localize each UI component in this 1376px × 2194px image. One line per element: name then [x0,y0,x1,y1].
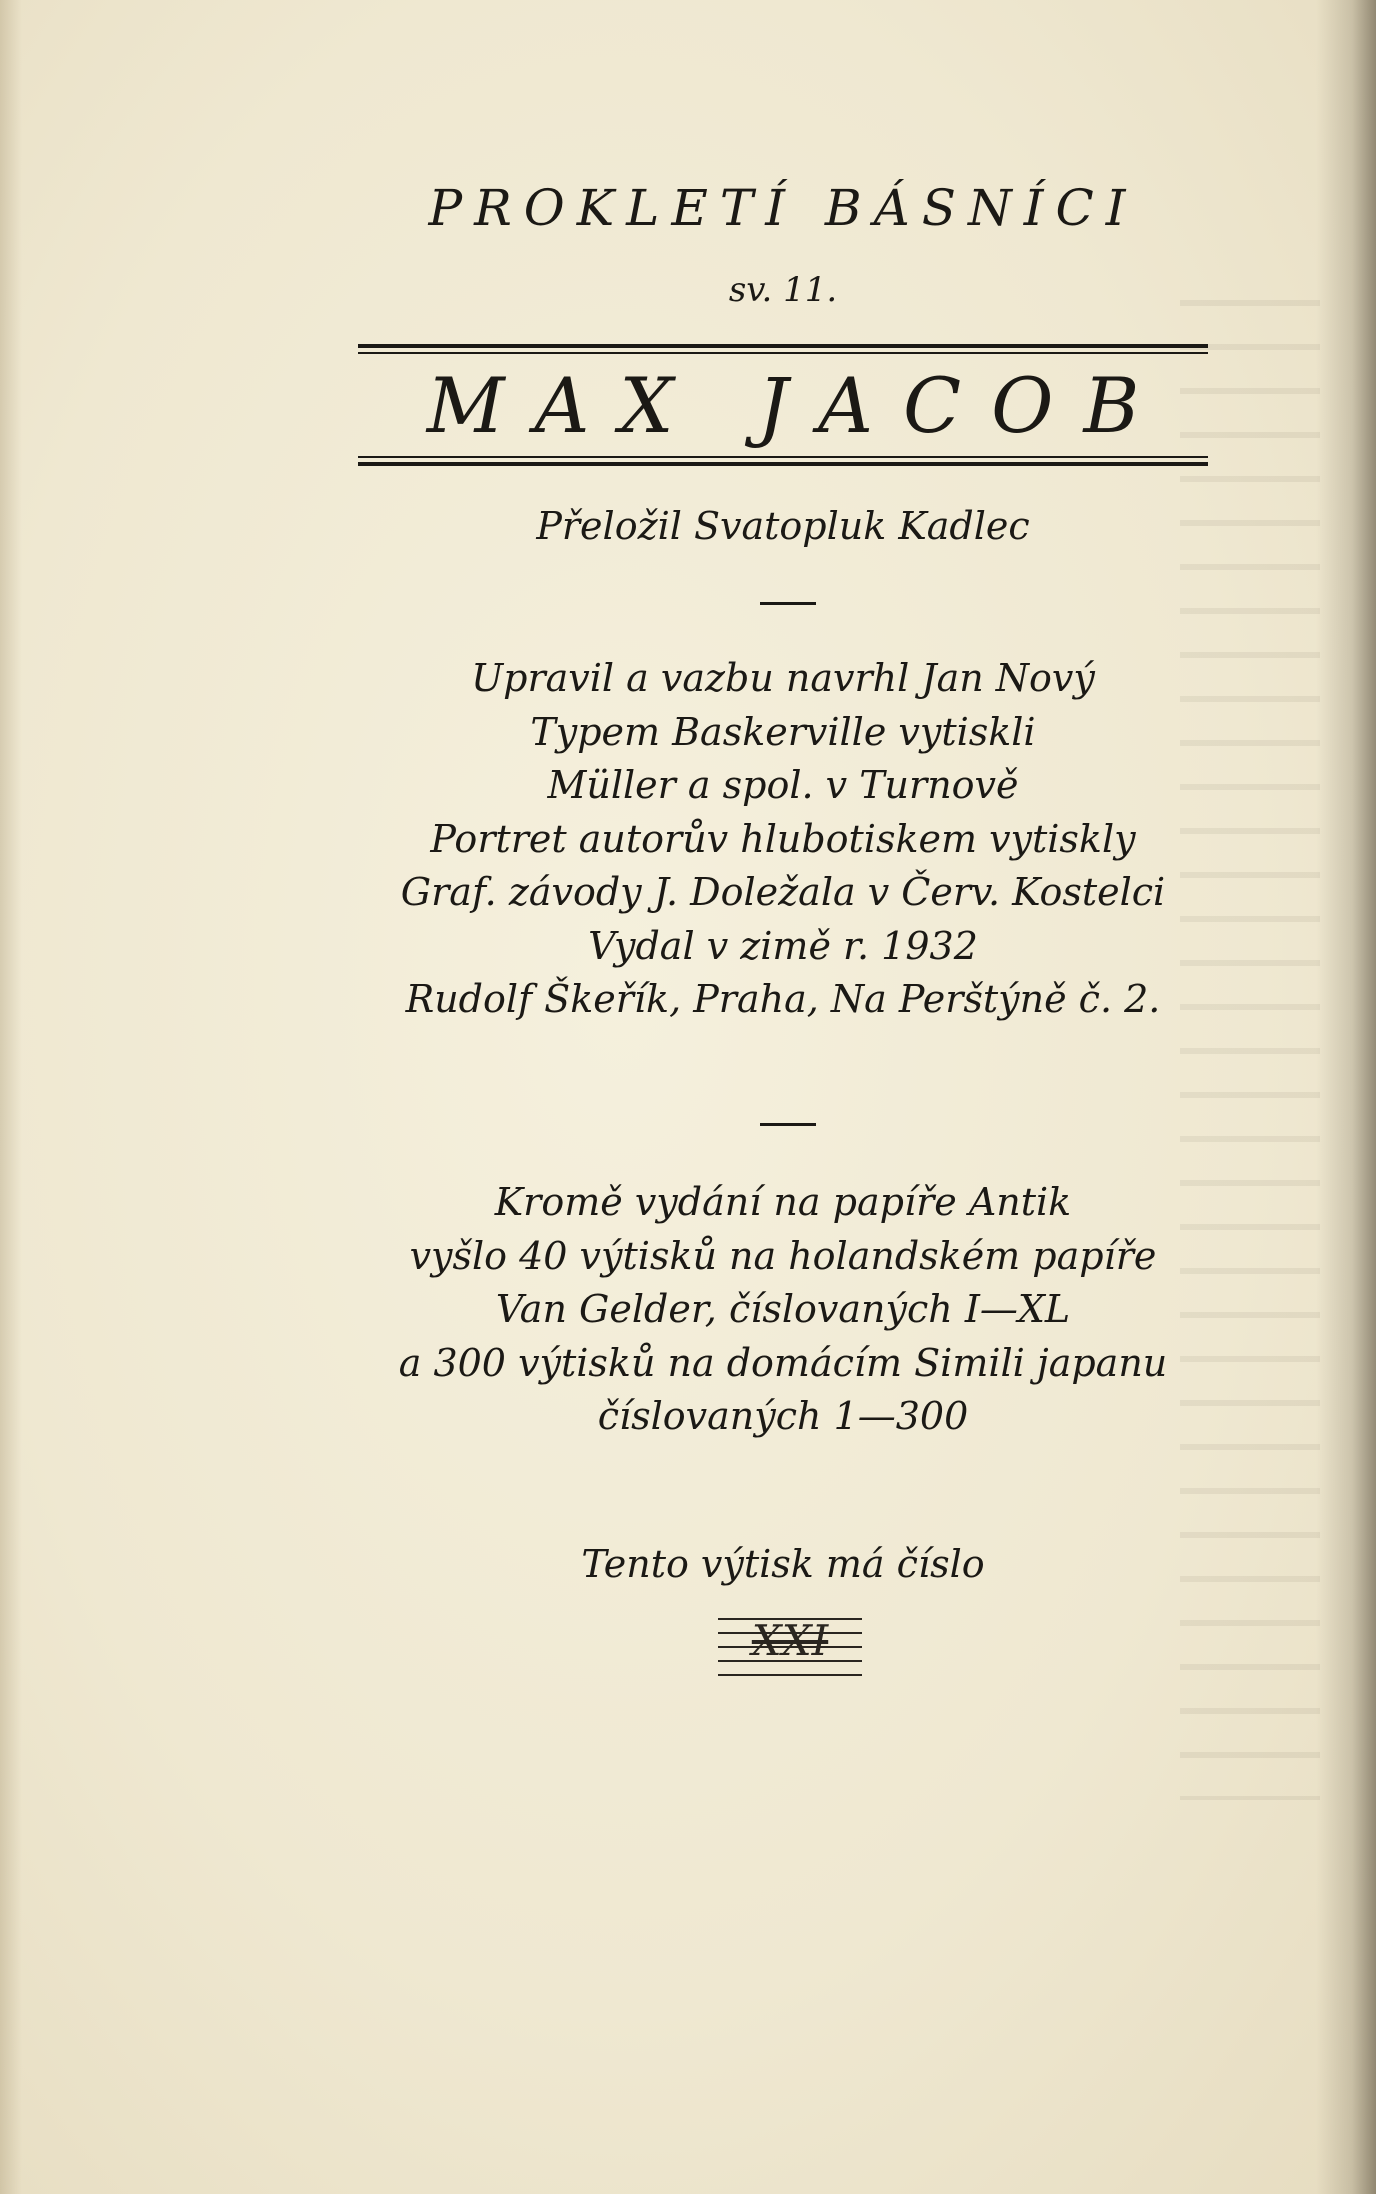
translator-credit: Přeložil Svatopluk Kadlec [536,504,1030,548]
copy-number-label: Tento výtisk má číslo [581,1542,985,1586]
edition-line: číslovaných 1—300 [597,1394,969,1438]
double-rule-bottom [358,456,1208,466]
separator-dash [760,1123,816,1126]
page-edge-shading [0,0,22,2194]
series-volume: sv. 11. [728,270,838,310]
edition-line: vyšlo 40 výtisků na holandském papíře [409,1233,1157,1278]
colophon-line: Graf. závody J. Doležala v Červ. Kostelci [400,870,1166,914]
colophon-line: Vydal v zimě r. 1932 [588,923,978,968]
edition-line: Van Gelder, číslovaných I—XL [495,1287,1071,1331]
author-name: MAX JACOB [426,361,1170,450]
colophon-line: Müller a spol. v Turnově [547,763,1019,807]
colophon [358,652,1208,1027]
edition-note [358,1176,1208,1444]
colophon-line: Portret autorův hlubotiskem vytiskly [430,816,1136,861]
double-rule-top [358,344,1208,354]
colophon-line: Rudolf Škeřík, Praha, Na Perštýně č. 2. [405,977,1161,1021]
colophon-line: Typem Baskerville vytiskli [530,709,1036,754]
spine-shadow [1316,0,1376,2194]
copy-number-handwritten [718,1610,862,1680]
separator-dash [760,602,816,605]
colophon-line: Upravil a vazbu navrhl Jan Nový [471,656,1095,700]
edition-line: Kromě vydání na papíře Antik [494,1180,1072,1224]
copy-number-value: XXI [751,1616,829,1665]
edition-line: a 300 výtisků na domácím Simili japanu [398,1340,1168,1385]
series-title: PROKLETÍ BÁSNÍCI [428,179,1138,237]
